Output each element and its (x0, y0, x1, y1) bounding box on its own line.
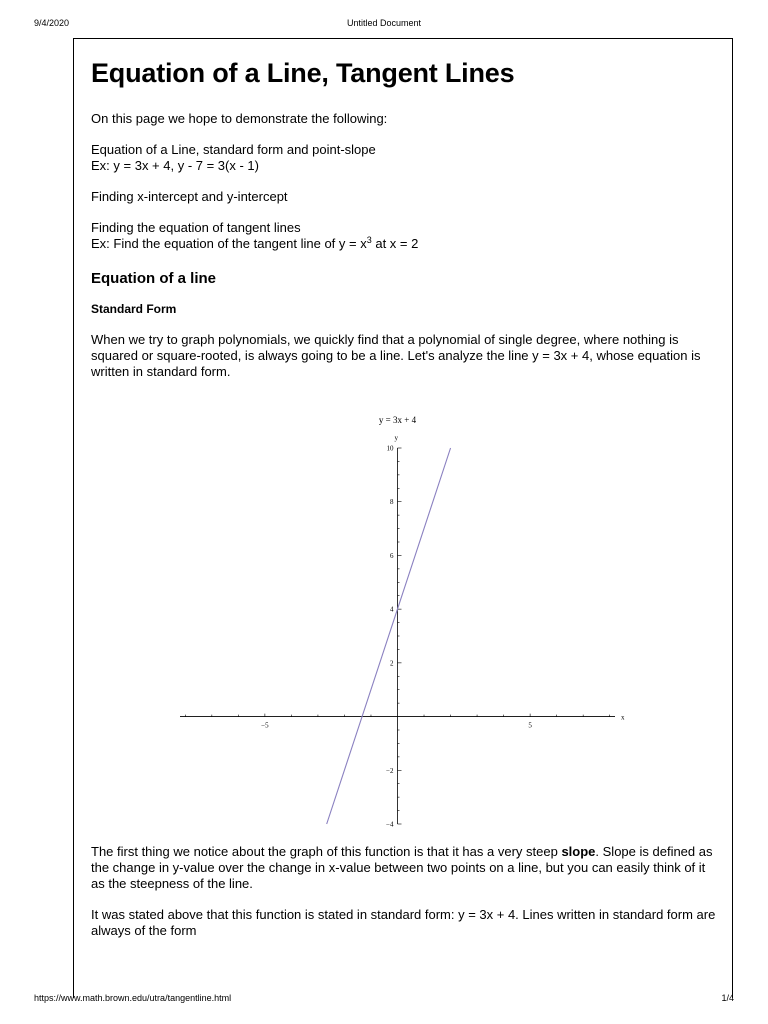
y-tick-label: 10 (386, 444, 394, 453)
x-axis-label: x (621, 713, 625, 722)
subsection-heading: Standard Form (91, 302, 177, 316)
paragraph-slope (91, 844, 716, 892)
x-tick-label: 5 (528, 721, 532, 730)
page-title: Equation of a Line, Tangent Lines (91, 58, 515, 88)
y-tick-label: 8 (390, 498, 394, 507)
y-tick-label: 2 (390, 659, 394, 668)
print-date: 9/4/2020 (34, 18, 70, 28)
topic-item-tangent-lines (91, 220, 716, 252)
tangent-example-text: Ex: Find the equation of the tangent line of y = x (91, 236, 367, 251)
slope-term: slope (561, 844, 596, 859)
line-graph-svg (175, 408, 635, 833)
y-tick-label: −2 (386, 766, 394, 775)
intro-text: On this page we hope to demonstrate the following: (91, 111, 388, 126)
print-header (0, 18, 768, 32)
after-graph-content (91, 844, 716, 939)
section-heading: Equation of a line (91, 270, 217, 287)
chart-title: y = 3x + 4 (378, 415, 417, 425)
y-tick-label: 4 (390, 605, 394, 614)
x-tick-label: −5 (261, 721, 269, 730)
topic-tangent-example (91, 236, 716, 252)
topic-line-equation-title: Equation of a Line, standard form and point-slope (91, 142, 376, 157)
print-footer (0, 993, 768, 1007)
y-tick-label: 6 (390, 551, 394, 560)
topic-intercepts-title: Finding x-intercept and y-intercept (91, 189, 288, 204)
y-axis-label: y (394, 434, 398, 442)
slope-text-start: The first thing we notice about the graph of this function is that it has a very steep (91, 844, 562, 859)
paragraph-standard-form-note: It was stated above that this function is stated in standard form: y = 3x + 4. Lines written in standard form are always of the form (91, 907, 716, 938)
topic-tangent-title: Finding the equation of tangent lines (91, 220, 301, 235)
print-page-number: 1/4 (721, 993, 734, 1003)
line-graph (175, 408, 635, 833)
print-url: https://www.math.brown.edu/utra/tangentline.html (34, 993, 232, 1003)
print-doc-title: Untitled Document (346, 18, 422, 28)
topic-item-intercepts (91, 189, 716, 205)
topic-item-line-equation (91, 142, 716, 174)
page-content (91, 56, 716, 380)
y-tick-label: −4 (386, 820, 394, 829)
paragraph-standard-form: When we try to graph polynomials, we quickly find that a polynomial of single degree, where nothing is squared or square-rooted, is always going to be a line. Let's analyze the line y = 3x + 4, whose equation is written in standard form. (91, 332, 701, 379)
topic-line-equation-example: Ex: y = 3x + 4, y - 7 = 3(x - 1) (91, 158, 259, 173)
exponent: 3 (366, 235, 372, 245)
tangent-example-tail: at x = 2 (371, 236, 419, 251)
slope-text-end: . Slope is defined as the change in y-value over the change in x-value between two points on a line, but you can easily think of it as the steepness of the line. (91, 844, 713, 891)
